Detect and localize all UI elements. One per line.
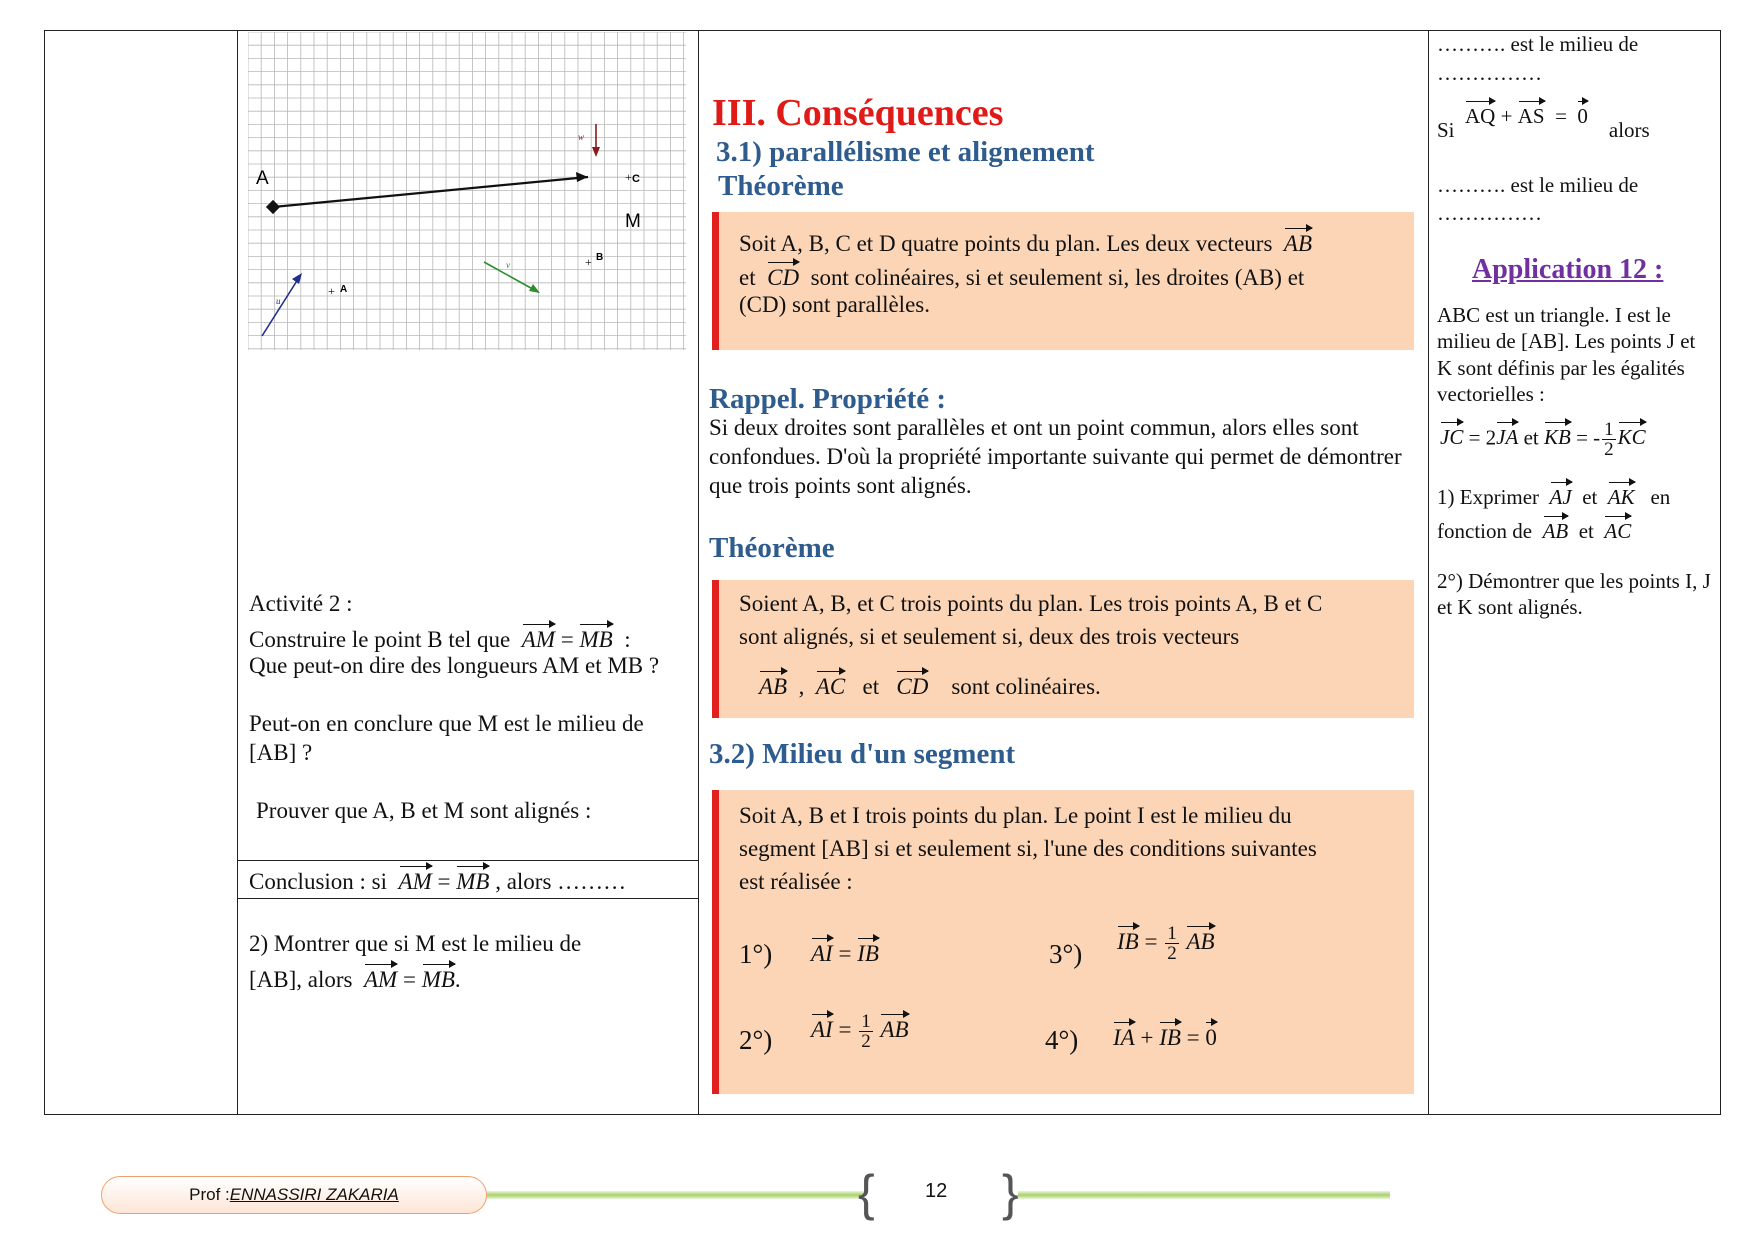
vector-am: AM xyxy=(522,622,555,655)
theorem1-box xyxy=(712,212,1414,350)
condition-4-number: 4°) xyxy=(1045,1025,1079,1055)
theorem1-et: et xyxy=(739,265,756,290)
column-divider xyxy=(237,30,238,1115)
equals-minus: = - xyxy=(1576,425,1601,450)
condition-3-number: 3°) xyxy=(1049,939,1083,969)
condition-2-number: 2°) xyxy=(739,1025,773,1055)
footer-rule-left xyxy=(487,1191,863,1199)
vector-mb: MB xyxy=(422,962,455,995)
rappel-heading: Rappel. Propriété : xyxy=(709,383,947,415)
row-divider xyxy=(237,898,698,899)
prof-label: Prof : xyxy=(189,1185,230,1204)
vector-ab: AB xyxy=(1186,924,1214,957)
activity-line4: Prouver que A, B et M sont alignés : xyxy=(256,798,592,823)
right-line1: ………. est le milieu de xyxy=(1437,32,1639,56)
vector-kb: KB xyxy=(1544,420,1571,450)
vector-jc: JC xyxy=(1440,420,1463,450)
theorem2-heading: Théorème xyxy=(709,532,835,564)
vector-as: AS xyxy=(1518,99,1545,129)
condition-4 xyxy=(1113,1020,1217,1053)
theorem2-line1: Soient A, B, et C trois points du plan. Les trois points A, B et C xyxy=(739,591,1323,616)
vector-ia: IA xyxy=(1113,1020,1135,1053)
et-word: et xyxy=(862,674,880,699)
vector-v-label: v xyxy=(506,260,510,270)
et-word: et xyxy=(1578,519,1594,543)
vector-ab: AB xyxy=(759,669,787,702)
vector-ai: AI xyxy=(811,936,833,969)
vector-aq: AQ xyxy=(1465,99,1495,129)
vector-ac: AC xyxy=(1604,514,1631,544)
equals: = xyxy=(838,941,852,966)
point-a-marker xyxy=(266,200,280,214)
right-line3: ………. est le milieu de xyxy=(1437,173,1639,197)
plus: + xyxy=(1140,1025,1154,1050)
subsection-parallelism: 3.1) parallélisme et alignement xyxy=(716,136,1095,168)
fraction-half: $\frac{1}{2}$ xyxy=(1604,419,1614,460)
comma: , xyxy=(798,674,805,699)
right-line4: …………… xyxy=(1437,201,1542,225)
theorem2-end: sont colinéaires. xyxy=(951,674,1101,699)
equals: = xyxy=(838,1017,852,1042)
application-equations xyxy=(1440,420,1646,459)
et-word: et xyxy=(1523,425,1539,450)
footer-rule-right xyxy=(1018,1191,1390,1199)
label-a-small: A xyxy=(340,284,348,295)
theorem1-heading: Théorème xyxy=(718,170,844,202)
vector-am: AM xyxy=(364,962,397,995)
condition-1 xyxy=(811,936,879,969)
vector-mb: MB xyxy=(579,622,612,655)
vector-ja: JA xyxy=(1496,420,1518,450)
vector-ac: AC xyxy=(816,669,845,702)
label-c: C xyxy=(632,173,640,185)
column-divider xyxy=(698,30,699,1115)
grid-figure xyxy=(248,32,686,350)
label-b: B xyxy=(596,252,604,263)
row-divider xyxy=(237,860,698,861)
application-text: ABC est un triangle. I est le milieu de [AB]. Les points J et K sont définis par les égalités vectorielles : xyxy=(1437,303,1696,406)
activity-line2: Que peut-on dire des longueurs AM et MB ? xyxy=(249,653,660,678)
right-line2: …………… xyxy=(1437,61,1542,85)
vector-am-line xyxy=(273,177,588,207)
label-m: M xyxy=(625,211,641,232)
q1-text2: fonction de xyxy=(1437,519,1533,543)
theorem2-box xyxy=(712,580,1414,718)
theorem2-line2: sont alignés, si et seulement si, deux des trois vecteurs xyxy=(739,624,1240,649)
vector-ab: AB xyxy=(1284,226,1312,259)
vector-cd: CD xyxy=(767,260,799,293)
fraction-half: $\frac{1}{2}$ xyxy=(861,1011,871,1053)
vector-ib: IB xyxy=(1117,924,1139,957)
question2-line1: 2) Montrer que si M est le milieu de xyxy=(249,931,582,956)
conclusion: Conclusion : si AM = MB , alors ……… xyxy=(249,864,626,897)
grid-svg xyxy=(248,32,686,350)
vector-mb: MB xyxy=(456,864,489,897)
equals: = xyxy=(1555,104,1567,128)
plus: + xyxy=(1500,104,1513,128)
page-number: 12 xyxy=(925,1180,948,1202)
vector-ib: IB xyxy=(1159,1020,1181,1053)
application-q1-line1 xyxy=(1437,480,1670,510)
theorem1-line2 xyxy=(739,260,1304,293)
midpoint-box xyxy=(712,790,1414,1094)
subsection-midpoint: 3.2) Milieu d'un segment xyxy=(709,738,1016,770)
point-a-cross: + xyxy=(328,284,335,298)
theorem1-line1 xyxy=(739,226,1312,259)
author-label xyxy=(101,1176,487,1214)
activity-line1-colon: : xyxy=(624,627,631,652)
si-word: Si xyxy=(1437,118,1455,142)
column-divider xyxy=(1428,30,1429,1115)
point-c-cross: + xyxy=(625,170,632,184)
vector-am-arrowhead xyxy=(576,172,588,182)
bracket-left: { xyxy=(858,1165,875,1221)
vector-v-line xyxy=(484,262,538,292)
prof-name: ENNASSIRI ZAKARIA xyxy=(229,1185,399,1204)
question2-line2: [AB], alors AM = MB. xyxy=(249,962,461,995)
vector-aj: AJ xyxy=(1550,480,1572,510)
vector-u-label: u xyxy=(276,296,281,306)
vector-ab: AB xyxy=(1543,514,1569,544)
activity-line1: Construire le point B tel que AM = MB : xyxy=(249,622,631,655)
vector-ib: IB xyxy=(857,936,879,969)
equals-two: = 2 xyxy=(1468,425,1497,450)
application-q2: 2°) Démontrer que les points I, J et K sont alignés. xyxy=(1437,569,1711,620)
vector-w-label: w xyxy=(578,132,585,142)
fraction-half: $\frac{1}{2}$ xyxy=(1167,923,1177,965)
application-title: Application 12 : xyxy=(1472,254,1664,285)
vector-u-line xyxy=(262,276,300,336)
section-title: III. Conséquences xyxy=(712,92,1004,134)
point-b-cross: + xyxy=(585,255,592,269)
condition-2 xyxy=(811,1012,909,1051)
alors-word: alors xyxy=(1608,118,1650,142)
equals: = xyxy=(1186,1025,1200,1050)
vector-cd: CD xyxy=(896,669,928,702)
midpoint-line3: est réalisée : xyxy=(739,869,853,894)
bracket-right: } xyxy=(1002,1165,1019,1221)
theorem2-line3 xyxy=(759,669,1101,702)
vector-w-arrowhead xyxy=(592,147,600,157)
question2-dot: . xyxy=(454,967,461,992)
vector-zero: 0 xyxy=(1577,99,1588,129)
vector-ai: AI xyxy=(811,1012,833,1045)
theorem1-text2: sont colinéaires, si et seulement si, les droites (AB) et xyxy=(810,265,1305,290)
vector-am: AM xyxy=(399,864,432,897)
question2-text: [AB], alors xyxy=(249,967,353,992)
vector-ak: AK xyxy=(1608,480,1635,510)
vector-kc: KC xyxy=(1618,420,1646,450)
condition-1-number: 1°) xyxy=(739,939,773,969)
conclusion-end: , alors ……… xyxy=(495,869,627,894)
activity-line1-text: Construire le point B tel que xyxy=(249,627,511,652)
condition-3 xyxy=(1117,924,1215,963)
label-a-big: A xyxy=(256,168,269,189)
application-q1-line2 xyxy=(1437,514,1631,544)
rappel-text: Si deux droites sont parallèles et ont un point commun, alors elles sont confondues. D'où la propriété importante suivante qui permet de démontrer que trois points sont alignés. xyxy=(709,415,1402,498)
activity-title: Activité 2 : xyxy=(249,591,353,616)
et-word: et xyxy=(1582,485,1598,509)
theorem1-text: Soit A, B, C et D quatre points du plan. Les deux vecteurs xyxy=(739,231,1273,256)
midpoint-line2: segment [AB] si et seulement si, l'une des conditions suivantes xyxy=(739,836,1317,861)
activity-line3: Peut-on en conclure que M est le milieu de [AB] ? xyxy=(249,711,644,765)
midpoint-line1: Soit A, B et I trois points du plan. Le point I est le milieu du xyxy=(739,803,1292,828)
vector-zero: 0 xyxy=(1205,1020,1217,1053)
vector-ab: AB xyxy=(880,1012,908,1045)
q1-text: 1) Exprimer xyxy=(1437,485,1540,509)
equals: = xyxy=(1144,929,1158,954)
theorem1-line3: (CD) sont parallèles. xyxy=(739,292,930,317)
en-word: en xyxy=(1650,485,1671,509)
right-condition xyxy=(1437,104,1650,143)
conclusion-text: Conclusion : si xyxy=(249,869,388,894)
